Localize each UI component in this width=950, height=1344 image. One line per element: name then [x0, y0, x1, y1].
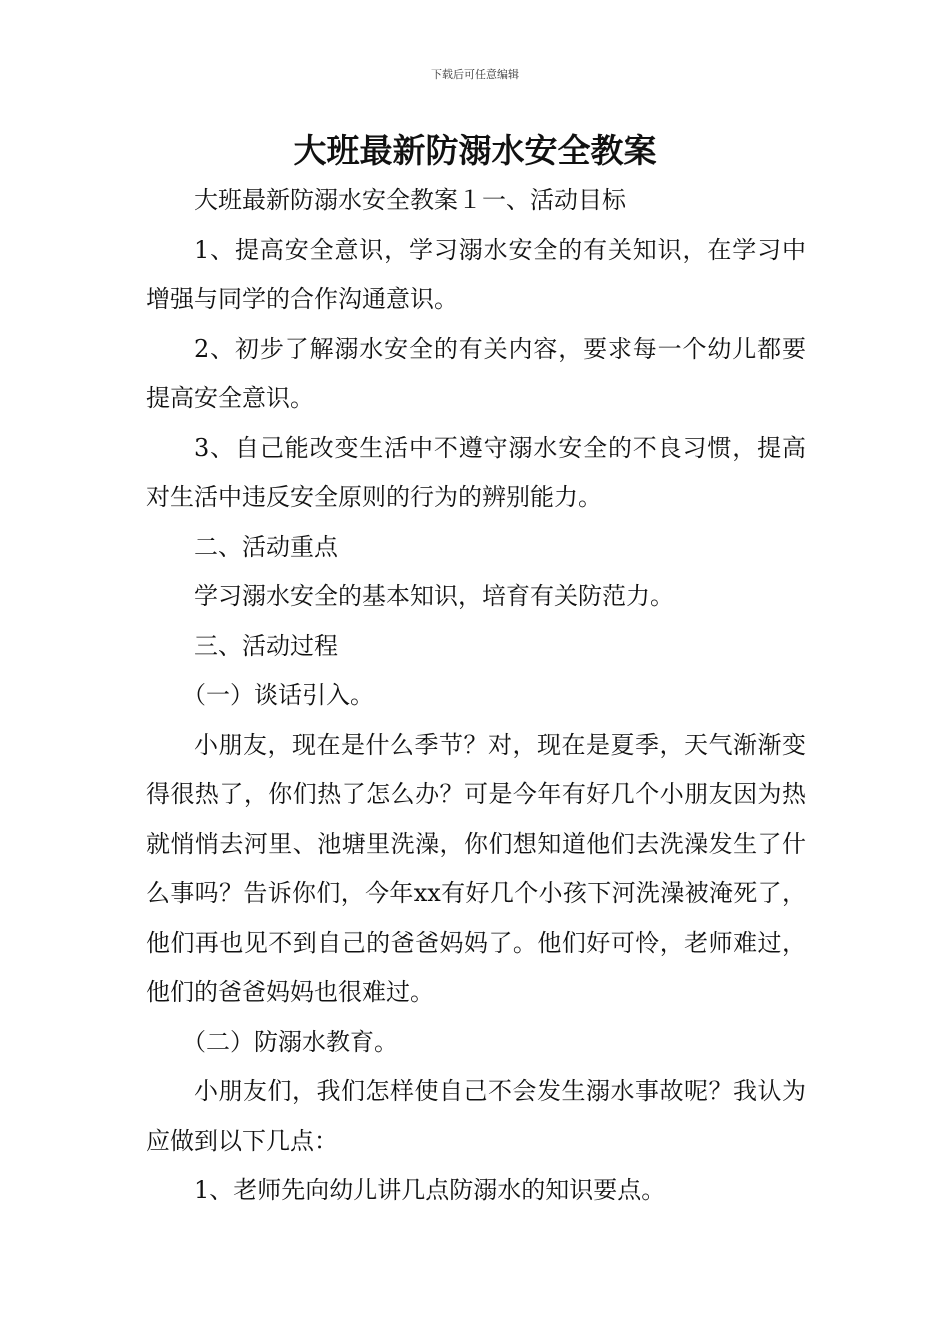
- subsection-heading-education: （二）防溺水教育。: [182, 1027, 398, 1056]
- paragraph-goal-1: 1、提高安全意识，学习溺水安全的有关知识，在学习中增强与同学的合作沟通意识。: [146, 235, 806, 313]
- section-heading-focus: 二、活动重点: [194, 532, 338, 561]
- paragraph-conversation: 小朋友，现在是什么季节？对，现在是夏季，天气渐渐变得很热了，你们热了怎么办？可是今年有好几个小朋友因为热就悄悄去河里、池塘里洗澡，你们想知道他们去洗澡发生了什么事吗？告诉你们，今年xx有好几个小孩下河洗澡被淹死了，他们再也见不到自己的爸爸妈妈了。他们好可怜，老师难过，他们的爸爸妈妈也很难过。: [146, 730, 806, 1006]
- section-heading-process: 三、活动过程: [194, 631, 338, 660]
- paragraph-goal-2: 2、初步了解溺水安全的有关内容，要求每一个幼儿都要提高安全意识。: [146, 334, 806, 412]
- document-body: [146, 176, 806, 1216]
- header-note: 下载后可任意编辑: [431, 68, 519, 81]
- paragraph-step-1: 1、老师先向幼儿讲几点防溺水的知识要点。: [194, 1176, 666, 1204]
- paragraph-intro: 大班最新防溺水安全教案１一、活动目标: [194, 186, 626, 214]
- paragraph-goal-3: 3、自己能改变生活中不遵守溺水安全的不良习惯，提高对生活中违反安全原则的行为的辨别能力。: [146, 433, 806, 511]
- subsection-heading-intro: （一）谈话引入。: [182, 681, 374, 709]
- paragraph-education: 小朋友们，我们怎样使自己不会发生溺水事故呢？我认为应做到以下几点：: [146, 1077, 806, 1155]
- document-title: 大班最新防溺水安全教案: [293, 131, 657, 170]
- paragraph-focus: 学习溺水安全的基本知识，培育有关防范力。: [194, 582, 674, 610]
